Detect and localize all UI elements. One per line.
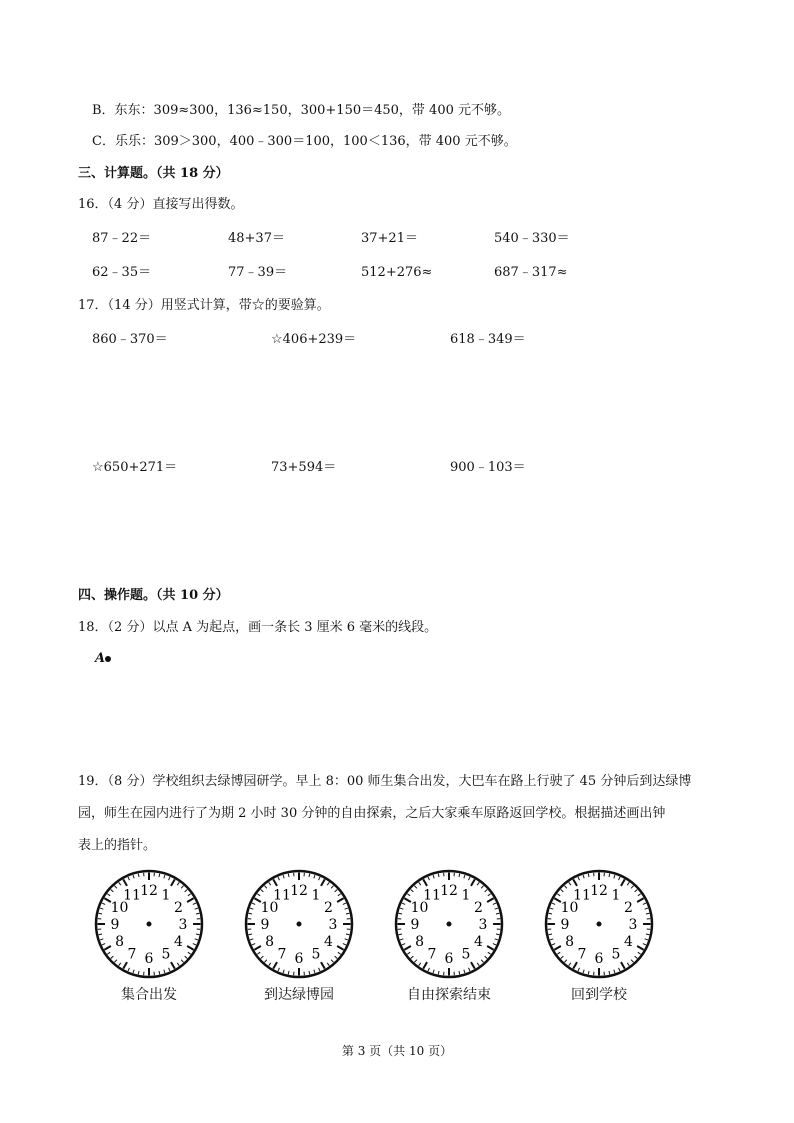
clock-tick — [138, 874, 139, 877]
option-b: B．东东：309≈300，136≈150，300+150＝450，带 400 元不够。 — [92, 103, 510, 118]
q19-line3: 表上的指针。 — [78, 838, 157, 853]
clock-number: 5 — [611, 946, 621, 963]
clock-tick — [459, 971, 460, 974]
q17-expr: 860﹣370＝ — [92, 332, 168, 347]
clock-number: 7 — [427, 946, 437, 963]
clock-center-dot — [297, 922, 302, 927]
clock-tick — [159, 874, 160, 877]
clock-number: 12 — [290, 883, 308, 899]
q17-expr: 618﹣349＝ — [450, 332, 526, 347]
q16-expr: 87﹣22＝ — [92, 231, 152, 246]
q17-expr: ☆650+271＝ — [92, 460, 178, 475]
q19-line2: 园，师生在园内进行了为期 2 小时 30 分钟的自由探索，之后大家乘车原路返回学校。根据描述画出钟 — [78, 806, 666, 821]
clock-tick — [99, 913, 102, 914]
clock-tick — [196, 934, 199, 935]
clock-number: 2 — [323, 900, 333, 916]
clock-tick — [646, 934, 649, 935]
clock-label: 集合出发 — [121, 987, 177, 1003]
q16-expr: 687﹣317≈ — [494, 265, 568, 280]
clock-tick — [249, 913, 252, 914]
clock-tick — [549, 913, 552, 914]
q17-expr: 900﹣103＝ — [450, 460, 526, 475]
clock-number: 10 — [260, 900, 279, 916]
clock-number: 7 — [277, 946, 287, 963]
section3-heading: 三、计算题。（共 18 分） — [78, 166, 229, 181]
clock-label: 回到学校 — [571, 987, 627, 1003]
clock-number: 6 — [594, 951, 604, 967]
clock-number: 9 — [410, 917, 420, 933]
clock-number: 12 — [440, 883, 458, 899]
q16-expr: 77﹣39＝ — [228, 265, 288, 280]
clock-number: 6 — [144, 951, 154, 967]
clock-face[interactable] — [393, 868, 505, 980]
clock-number: 5 — [161, 946, 171, 963]
clock-tick — [438, 971, 439, 974]
clock-number: 2 — [173, 900, 183, 916]
clock-number: 12 — [590, 883, 608, 899]
clock-number: 3 — [328, 917, 338, 933]
clock-number: 12 — [140, 883, 158, 899]
clock-number: 10 — [560, 900, 579, 916]
clock-label: 到达绿博园 — [264, 987, 334, 1003]
clock-tick — [309, 971, 310, 974]
clock-number: 8 — [265, 934, 275, 950]
clock-tick — [609, 874, 610, 877]
clock-face[interactable] — [543, 868, 655, 980]
page-footer: 第 3 页（共 10 页） — [341, 1044, 453, 1058]
q17-expr: ☆406+239＝ — [271, 332, 357, 347]
q16-prompt: 16．（4 分）直接写出得数。 — [78, 197, 244, 212]
option-c: C．乐乐：309＞300，400﹣300＝100，100＜136，带 400 元不够。 — [92, 134, 517, 149]
clock-number: 4 — [623, 934, 633, 950]
q16-expr: 540﹣330＝ — [494, 231, 570, 246]
clock-number: 4 — [173, 934, 183, 950]
clock-number: 4 — [323, 934, 333, 950]
clock-number: 8 — [115, 934, 125, 950]
clock-tick — [588, 971, 589, 974]
clock-number: 10 — [410, 900, 429, 916]
clock-number: 6 — [444, 951, 454, 967]
clock-number: 3 — [178, 917, 188, 933]
clock-tick — [496, 934, 499, 935]
clock-number: 11 — [573, 887, 591, 904]
clock-tick — [459, 874, 460, 877]
q16-expr: 37+21＝ — [361, 231, 418, 246]
clock-face[interactable] — [93, 868, 205, 980]
clock-tick — [399, 913, 402, 914]
clock-number: 9 — [110, 917, 120, 933]
clock-number: 7 — [577, 946, 587, 963]
clock-number: 8 — [415, 934, 425, 950]
q16-expr: 512+276≈ — [361, 265, 433, 280]
point-a-label: A — [95, 651, 106, 666]
clock-tick — [399, 934, 402, 935]
clock-tick — [309, 874, 310, 877]
clock-number: 9 — [260, 917, 270, 933]
clock-number: 7 — [127, 946, 137, 963]
clock-number: 10 — [110, 900, 129, 916]
clock-number: 1 — [461, 887, 471, 904]
q18-prompt: 18．（2 分）以点 A 为起点，画一条长 3 厘米 6 毫米的线段。 — [78, 620, 438, 635]
clock-number: 11 — [123, 887, 141, 904]
clock-tick — [646, 913, 649, 914]
point-a-dot — [105, 656, 111, 662]
clock-tick — [196, 913, 199, 914]
clock-number: 5 — [461, 946, 471, 963]
clock-number: 2 — [473, 900, 483, 916]
clock-tick — [288, 874, 289, 877]
clock-center-dot — [597, 922, 602, 927]
clock-tick — [496, 913, 499, 914]
clock-number: 2 — [623, 900, 633, 916]
clock-tick — [249, 934, 252, 935]
clock-center-dot — [147, 922, 152, 927]
clock-number: 5 — [311, 946, 321, 963]
clock-face[interactable] — [243, 868, 355, 980]
clock-label: 自由探索结束 — [407, 987, 491, 1003]
clock-center-dot — [447, 922, 452, 927]
clock-number: 3 — [628, 917, 638, 933]
clock-tick — [99, 934, 102, 935]
q17-prompt: 17．（14 分）用竖式计算，带☆的要验算。 — [78, 298, 330, 313]
clock-number: 9 — [560, 917, 570, 933]
clock-tick — [159, 971, 160, 974]
clock-tick — [438, 874, 439, 877]
clock-tick — [609, 971, 610, 974]
q16-expr: 48+37＝ — [228, 231, 285, 246]
clock-number: 11 — [273, 887, 291, 904]
q17-expr: 73+594＝ — [271, 460, 337, 475]
clock-number: 1 — [611, 887, 621, 904]
clock-tick — [549, 934, 552, 935]
q19-line1: 19．（8 分）学校组织去绿博园研学。早上 8：00 师生集合出发，大巴车在路上行驶了 45 分钟后到达绿博 — [78, 774, 692, 789]
clock-tick — [346, 934, 349, 935]
clock-number: 1 — [311, 887, 321, 904]
clock-tick — [588, 874, 589, 877]
clock-tick — [346, 913, 349, 914]
section4-heading: 四、操作题。（共 10 分） — [78, 588, 229, 603]
clock-number: 8 — [565, 934, 575, 950]
clock-number: 6 — [294, 951, 304, 967]
clock-tick — [138, 971, 139, 974]
clock-number: 1 — [161, 887, 171, 904]
clock-number: 4 — [473, 934, 483, 950]
q16-expr: 62﹣35＝ — [92, 265, 152, 280]
clock-number: 3 — [478, 917, 488, 933]
clock-tick — [288, 971, 289, 974]
clock-number: 11 — [423, 887, 441, 904]
